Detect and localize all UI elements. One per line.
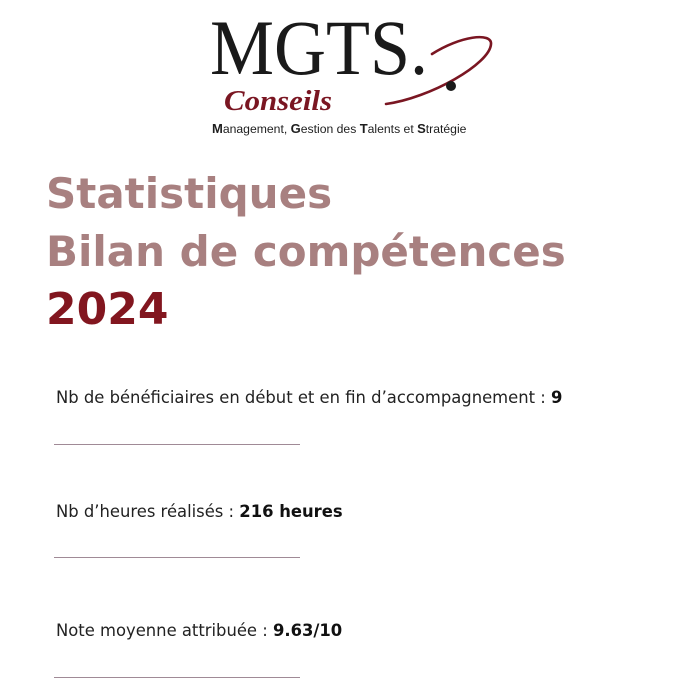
stat-heures [56,502,343,521]
title-line-bilan: Bilan de compétences [46,227,566,276]
stat-value: 9 [550,388,563,407]
logo-brand: MGTS. [210,4,428,91]
divider [54,677,300,678]
divider [54,444,300,445]
title-line-statistiques: Statistiques [46,169,333,218]
title-year: 2024 [46,284,169,335]
logo-tagline: Management, Gestion des Talents et Stratégie [212,121,467,136]
stat-note-moyenne [56,621,342,640]
stat-value: 9.63/10 [272,621,343,640]
logo-sub: Conseils [224,86,333,114]
stat-beneficiaires [56,388,562,407]
stat-label: Note moyenne attribuée : [56,621,273,640]
logo [0,0,700,150]
logo-dot [446,81,456,91]
stat-label: Nb d’heures réalisés : [56,502,240,521]
mgts-logo-mark [210,2,500,114]
stat-label: Nb de bénéficiaires en début et en fin d’accompagnement : [56,388,551,407]
divider [54,557,300,558]
stat-value: 216 heures [239,502,343,521]
